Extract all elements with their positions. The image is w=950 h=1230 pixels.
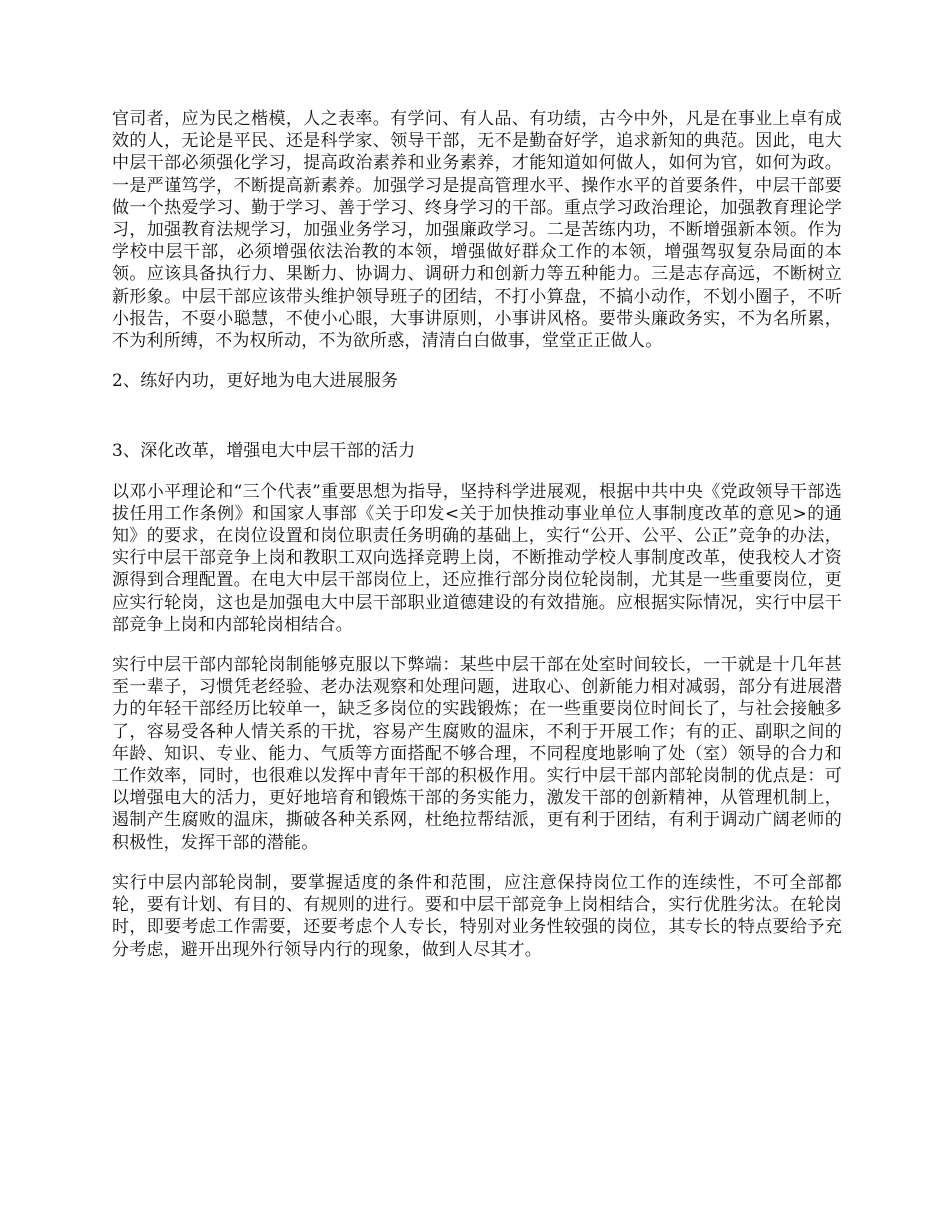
paragraph-reform: 以邓小平理论和“三个代表”重要思想为指导，坚持科学进展观，根据中共中央《党政领导干部选拔任用工作条例》和国家人事部《关于印发<关于加快推动事业单位人事制度改革的意见>的通知》的要求，在岗位设置和岗位职责任务明确的基础上，实行“公开、公平、公正”竞争的办法，实行中层干部竞争上岗和教职工双向选择竞聘上岗，不断推动学校人事制度改革，使我校人才资源得到合理配置。在电大中层干部岗位上，还应推行部分岗位轮岗制，尤其是一些重要岗位，更应实行轮岗，这也是加强电大中层干部职业道德建设的有效措施。应根据实际情况，实行中层干部竞争上岗和内部轮岗相结合。: [112, 481, 842, 635]
paragraph-rotation-scope: 实行中层内部轮岗制，要掌握适度的条件和范围，应注意保持岗位工作的连续性，不可全部都轮，要有计划、有目的、有规则的进行。要和中层干部竞争上岗相结合，实行优胜劣汰。在轮岗时，即要考虑工作需要，还要考虑个人专长，特别对业务性较强的岗位，其专长的特点要给予充分考虑，避开出现外行领导内行的现象，做到人尽其才。: [112, 872, 842, 960]
paragraph-rotation-benefits: 实行中层干部内部轮岗制能够克服以下弊端：某些中层干部在处室时间较长，一干就是十几年甚至一辈子，习惯凭老经验、老办法观察和处理问题，进取心、创新能力相对减弱，部分有进展潜力的年轻干部经历比较单一，缺乏多岗位的实践锻炼；在一些重要岗位时间长了，与社会接触多了，容易受各种人情关系的干扰，容易产生腐败的温床，不利于开展工作；有的正、副职之间的年龄、知识、专业、能力、气质等方面搭配不够合理，不同程度地影响了处（室）领导的合力和工作效率，同时，也很难以发挥中青年干部的积极作用。实行中层干部内部轮岗制的优点是：可以增强电大的活力，更好地培育和锻炼干部的务实能力，激发干部的创新精神，从管理机制上，遏制产生腐败的温床，撕破各种关系网，杜绝拉帮结派，更有利于团结，有利于调动广阔老师的积极性，发挥干部的潜能。: [112, 655, 842, 853]
paragraph-study: 官司者，应为民之楷模，人之表率。有学问、有人品、有功绩，古今中外，凡是在事业上卓有成效的人，无论是平民、还是科学家、领导干部，无不是勤奋好学，追求新知的典范。因此，电大中层干部必须强化学习，提高政治素养和业务素养，才能知道如何做人，如何为官，如何为政。一是严谨笃学，不断提高新素养。加强学习是提高管理水平、操作水平的首要条件，中层干部要做一个热爱学习、勤于学习、善于学习、终身学习的干部。重点学习政治理论，加强教育理论学习，加强教育法规学习，加强业务学习，加强廉政学习。二是苦练内功，不断增强新本领。作为学校中层干部，必须增强依法治教的本领，增强做好群众工作的本领，增强驾驭复杂局面的本领。应该具备执行力、果断力、协调力、调研力和创新力等五种能力。三是志存高远，不断树立新形象。中层干部应该带头维护领导班子的团结，不打小算盘，不搞小动作，不划小圈子，不听小报告，不耍小聪慧，不使小心眼，大事讲原则，小事讲风格。要带头廉政务实，不为名所累，不为利所缚，不为权所动，不为欲所惑，清清白白做事，堂堂正正做人。: [112, 109, 842, 352]
section-heading-3: 3、深化改革，增强电大中层干部的活力: [112, 441, 416, 462]
document-page: [112, 108, 842, 961]
section-heading-2: 2、练好内功，更好地为电大进展服务: [112, 371, 399, 392]
